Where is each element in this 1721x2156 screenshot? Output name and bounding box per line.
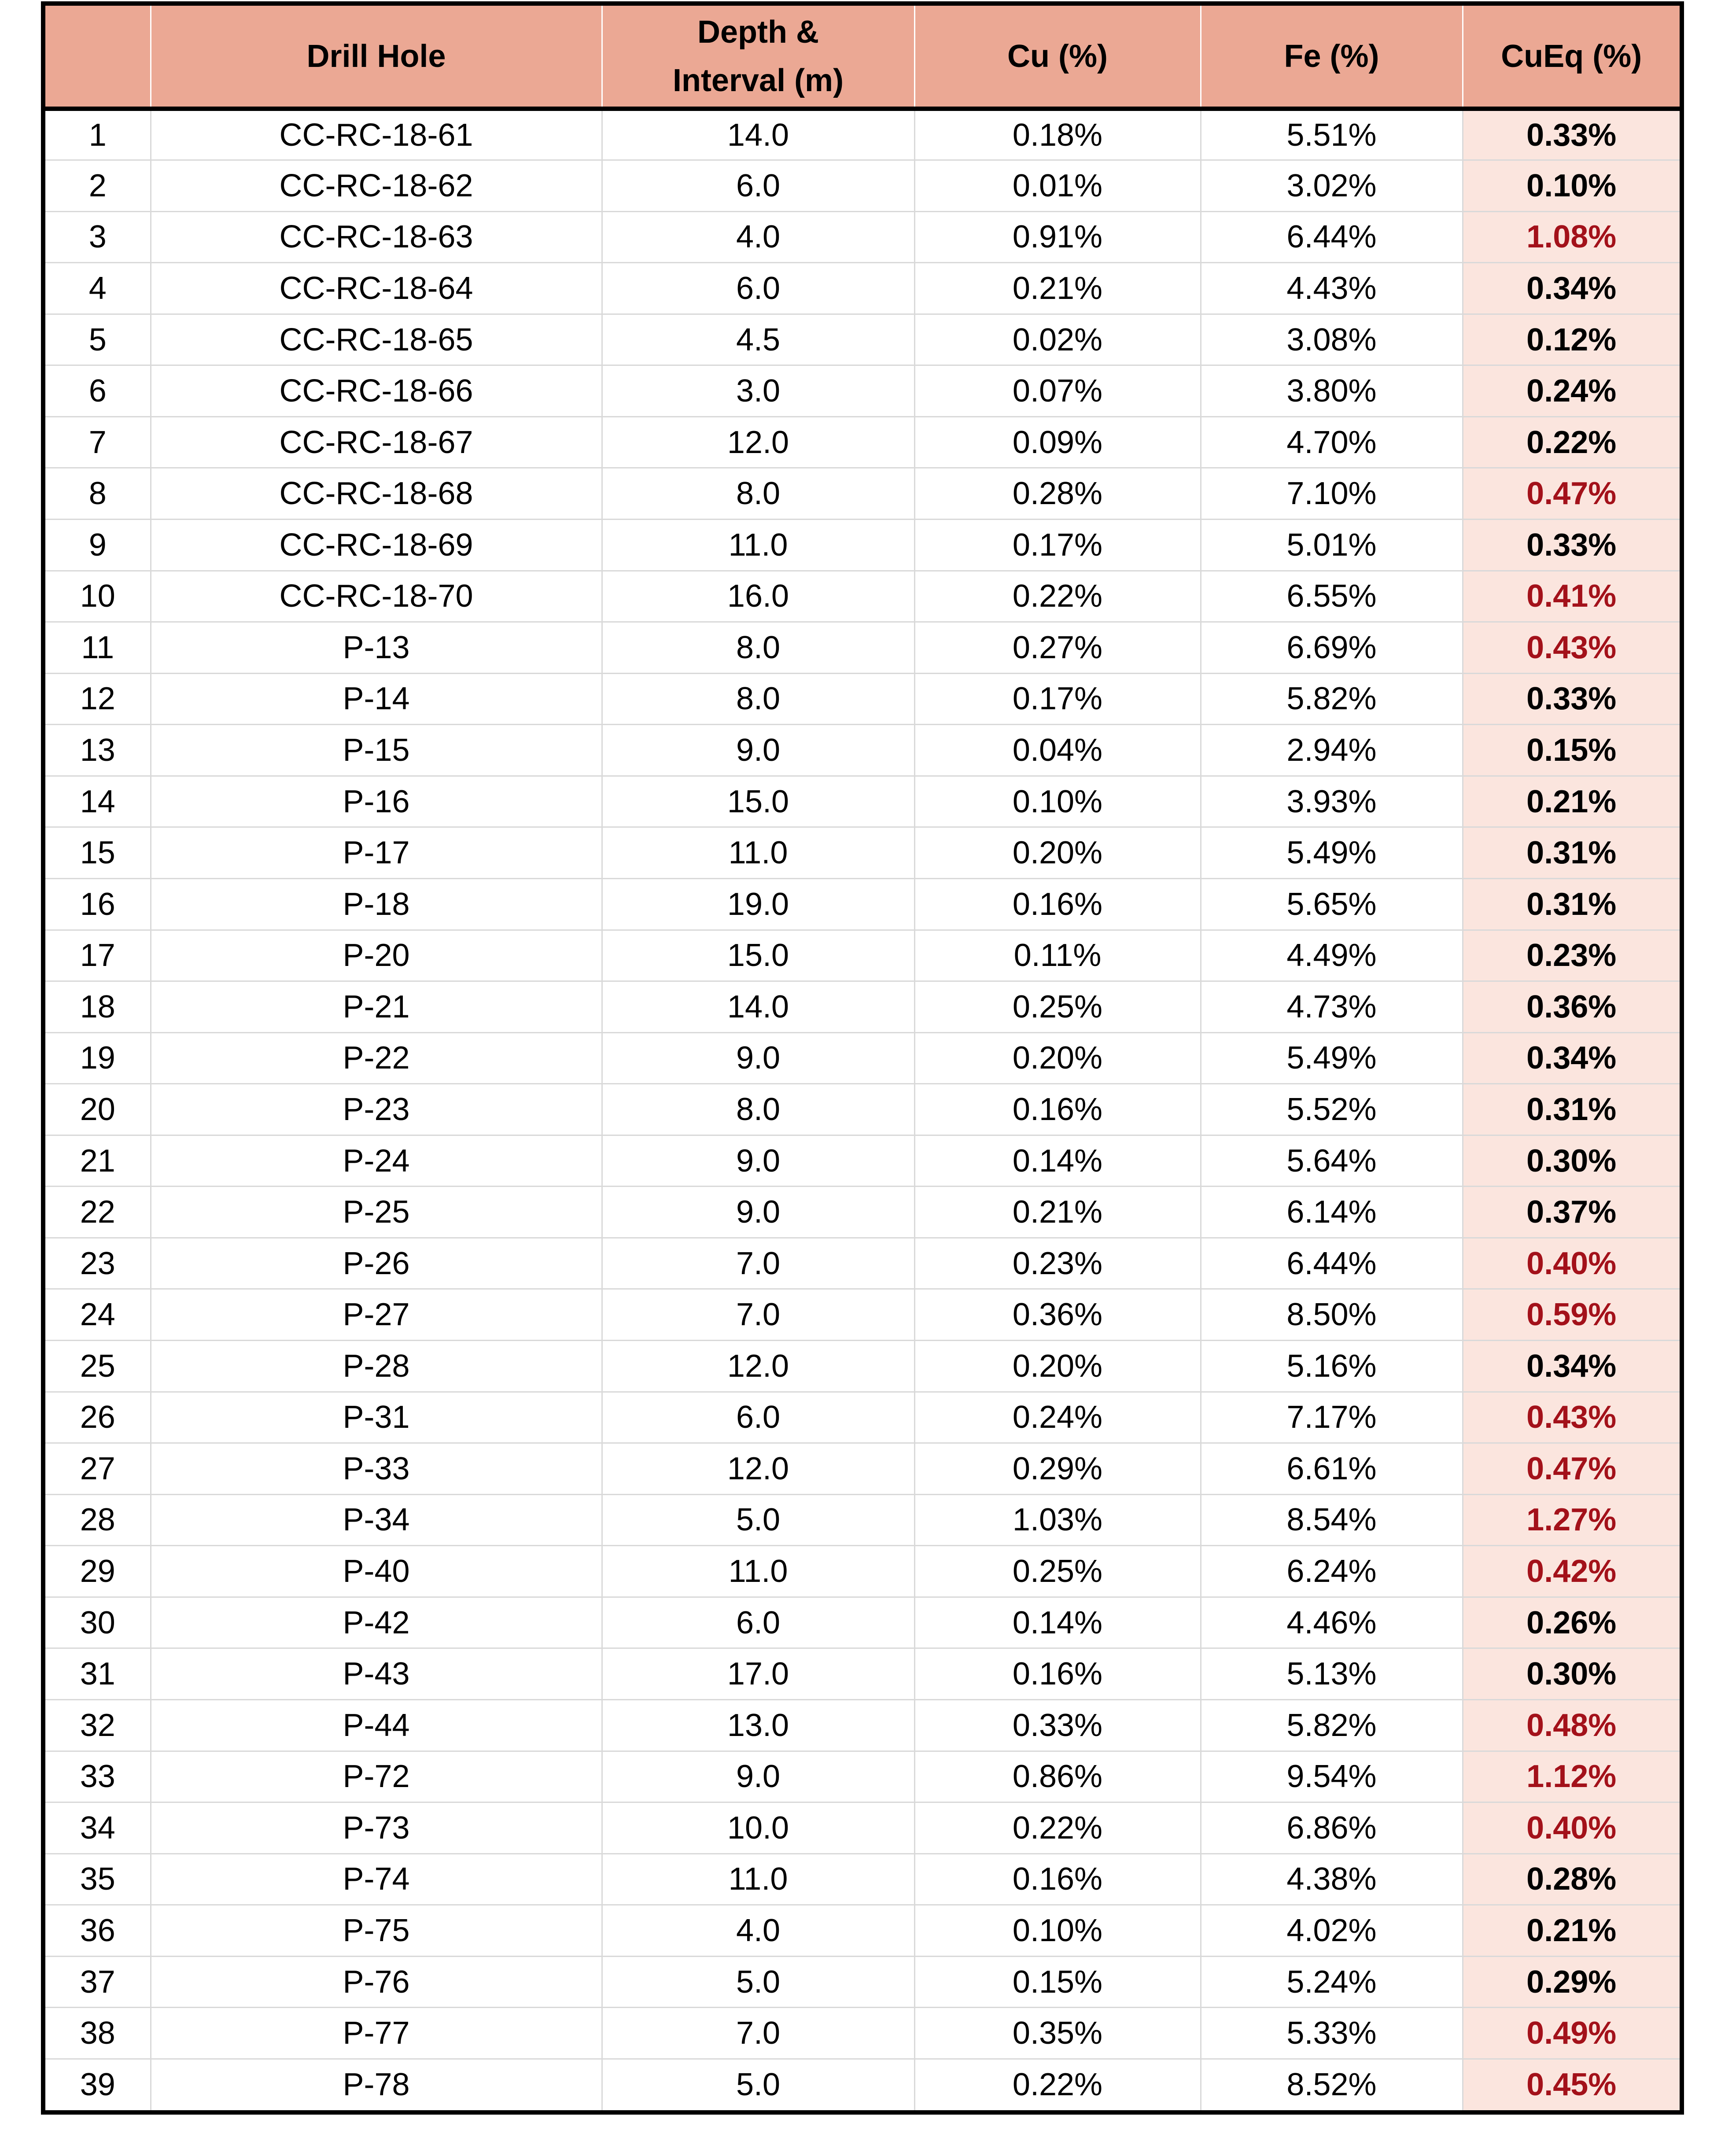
- header-depth-interval: [602, 6, 914, 109]
- cu-cell: 0.22%: [914, 571, 1201, 622]
- cueq-cell: 0.22%: [1463, 416, 1680, 468]
- fe-cell: 5.33%: [1201, 2008, 1463, 2059]
- cu-cell: 0.14%: [914, 1597, 1201, 1648]
- header-cueq: CuEq (%): [1463, 6, 1680, 109]
- row-number-cell: 17: [45, 930, 151, 981]
- row-number-cell: 15: [45, 827, 151, 879]
- drill-hole-cell: CC-RC-18-69: [151, 520, 602, 571]
- cu-cell: 0.27%: [914, 622, 1201, 674]
- row-number-cell: 38: [45, 2008, 151, 2059]
- cu-cell: 0.22%: [914, 1802, 1201, 1854]
- table-row: [45, 1751, 1680, 1802]
- cu-cell: 0.14%: [914, 1135, 1201, 1187]
- drill-hole-cell: P-40: [151, 1546, 602, 1597]
- table-row: [45, 1187, 1680, 1238]
- depth-cell: 6.0: [602, 1392, 914, 1443]
- cueq-cell: 0.28%: [1463, 1854, 1680, 1905]
- depth-cell: 7.0: [602, 1289, 914, 1341]
- depth-cell: 7.0: [602, 2008, 914, 2059]
- drill-hole-cell: P-42: [151, 1597, 602, 1648]
- depth-cell: 19.0: [602, 878, 914, 930]
- table-row: [45, 725, 1680, 776]
- cueq-cell: 0.40%: [1463, 1238, 1680, 1289]
- row-number-cell: 27: [45, 1443, 151, 1495]
- cu-cell: 0.16%: [914, 1084, 1201, 1135]
- table-body: [45, 109, 1680, 2110]
- row-number-cell: 20: [45, 1084, 151, 1135]
- cueq-cell: 0.40%: [1463, 1802, 1680, 1854]
- table-row: [45, 2059, 1680, 2110]
- cueq-cell: 1.12%: [1463, 1751, 1680, 1802]
- table-row: [45, 673, 1680, 725]
- drill-hole-cell: P-24: [151, 1135, 602, 1187]
- cueq-cell: 0.30%: [1463, 1648, 1680, 1700]
- fe-cell: 5.82%: [1201, 1699, 1463, 1751]
- drill-hole-cell: CC-RC-18-63: [151, 211, 602, 263]
- row-number-cell: 1: [88, 118, 107, 153]
- table-row: [45, 571, 1680, 622]
- row-number-cell: 32: [45, 1699, 151, 1751]
- row-number-cell: 11: [45, 622, 151, 674]
- row-number-cell: 10: [45, 571, 151, 622]
- fe-cell: 5.52%: [1201, 1084, 1463, 1135]
- cu-cell: 0.07%: [914, 365, 1201, 417]
- table-row: [45, 468, 1680, 520]
- cueq-cell: 0.12%: [1463, 314, 1680, 365]
- depth-cell: 14.0: [602, 981, 914, 1033]
- cueq-cell: 0.31%: [1463, 1084, 1680, 1135]
- cueq-cell: 0.59%: [1463, 1289, 1680, 1341]
- row-number-cell: 23: [45, 1238, 151, 1289]
- row-number-cell: 13: [45, 725, 151, 776]
- depth-cell: 6.0: [602, 1597, 914, 1648]
- cueq-cell: 1.08%: [1463, 211, 1680, 263]
- cueq-cell: 0.10%: [1463, 160, 1680, 212]
- row-number-cell: 29: [45, 1546, 151, 1597]
- fe-cell: 3.80%: [1201, 365, 1463, 417]
- depth-cell: 12.0: [602, 416, 914, 468]
- header-depth-line2: Interval (m): [672, 63, 844, 98]
- cu-cell: 0.17%: [914, 520, 1201, 571]
- cu-cell: 0.04%: [914, 725, 1201, 776]
- row-number-cell: 24: [45, 1289, 151, 1341]
- depth-cell: 9.0: [602, 1032, 914, 1084]
- row-number-cell: 3: [45, 211, 151, 263]
- drill-hole-cell: CC-RC-18-68: [151, 468, 602, 520]
- cueq-cell: 0.21%: [1463, 1905, 1680, 1957]
- drill-hole-cell: CC-RC-18-65: [151, 314, 602, 365]
- cueq-cell: 0.42%: [1463, 1546, 1680, 1597]
- drill-hole-cell: P-18: [151, 878, 602, 930]
- depth-cell: 11.0: [602, 1854, 914, 1905]
- depth-cell: 10.0: [602, 1802, 914, 1854]
- depth-cell: 8.0: [602, 622, 914, 674]
- table-row: [45, 1392, 1680, 1443]
- row-number-cell: 26: [45, 1392, 151, 1443]
- table-row: [45, 1597, 1680, 1648]
- row-number-cell: 16: [45, 878, 151, 930]
- fe-cell: 8.52%: [1201, 2059, 1463, 2110]
- fe-cell: 6.61%: [1201, 1443, 1463, 1495]
- depth-cell: 5.0: [602, 2059, 914, 2110]
- cueq-cell: 0.15%: [1463, 725, 1680, 776]
- row-number-cell: 19: [45, 1032, 151, 1084]
- table-row: [45, 1289, 1680, 1341]
- fe-cell: 4.46%: [1201, 1597, 1463, 1648]
- depth-cell: 3.0: [602, 365, 914, 417]
- row-number-cell: 37: [45, 1956, 151, 2008]
- cueq-cell: 0.26%: [1463, 1597, 1680, 1648]
- row-number-cell: 9: [45, 520, 151, 571]
- cueq-cell: 0.21%: [1463, 776, 1680, 827]
- cu-cell: 0.36%: [914, 1289, 1201, 1341]
- depth-cell: 15.0: [602, 776, 914, 827]
- cueq-cell: 0.23%: [1463, 930, 1680, 981]
- row-number-cell: 5: [45, 314, 151, 365]
- fe-cell: 4.02%: [1201, 1905, 1463, 1957]
- drill-hole-cell: P-77: [151, 2008, 602, 2059]
- depth-cell: 14.0: [602, 109, 914, 160]
- cu-cell: 0.18%: [914, 109, 1201, 160]
- fe-cell: 7.10%: [1201, 468, 1463, 520]
- cu-cell: 0.01%: [914, 160, 1201, 212]
- table-row: [45, 1238, 1680, 1289]
- depth-cell: 9.0: [602, 1187, 914, 1238]
- drill-hole-cell: P-13: [151, 622, 602, 674]
- depth-cell: 11.0: [602, 520, 914, 571]
- header-depth-line1: Depth &: [697, 14, 819, 50]
- fe-cell: 5.49%: [1201, 1032, 1463, 1084]
- cu-cell: 0.16%: [914, 1648, 1201, 1700]
- fe-cell: 8.54%: [1201, 1494, 1463, 1546]
- fe-cell: 5.01%: [1201, 520, 1463, 571]
- cueq-cell: 0.47%: [1463, 1443, 1680, 1495]
- cu-cell: 0.20%: [914, 1032, 1201, 1084]
- depth-cell: 16.0: [602, 571, 914, 622]
- cu-cell: 0.86%: [914, 1751, 1201, 1802]
- depth-cell: 12.0: [602, 1341, 914, 1392]
- cu-cell: 0.16%: [914, 878, 1201, 930]
- drill-hole-cell: P-43: [151, 1648, 602, 1700]
- cueq-cell: 0.24%: [1463, 365, 1680, 417]
- depth-cell: 13.0: [602, 1699, 914, 1751]
- table-row: [45, 930, 1680, 981]
- fe-cell: 4.38%: [1201, 1854, 1463, 1905]
- table-row: [45, 1494, 1680, 1546]
- depth-cell: 8.0: [602, 673, 914, 725]
- depth-cell: 6.0: [602, 160, 914, 212]
- table-row: [45, 211, 1680, 263]
- table-row: [45, 1648, 1680, 1700]
- drill-hole-cell: P-28: [151, 1341, 602, 1392]
- table-row: [45, 416, 1680, 468]
- table-header: [45, 6, 1680, 109]
- header-fe: Fe (%): [1201, 6, 1463, 109]
- cu-cell: 0.25%: [914, 981, 1201, 1033]
- drill-hole-cell: CC-RC-18-66: [151, 365, 602, 417]
- row-number-cell: 22: [45, 1187, 151, 1238]
- cu-cell: 0.11%: [914, 930, 1201, 981]
- fe-cell: 4.49%: [1201, 930, 1463, 981]
- drill-hole-cell: CC-RC-18-64: [151, 263, 602, 314]
- cu-cell: 0.29%: [914, 1443, 1201, 1495]
- fe-cell: 3.08%: [1201, 314, 1463, 365]
- fe-cell: 6.14%: [1201, 1187, 1463, 1238]
- cu-cell: 0.09%: [914, 416, 1201, 468]
- header-drill-hole: Drill Hole: [151, 6, 602, 109]
- cueq-cell: 0.31%: [1463, 878, 1680, 930]
- drill-hole-cell: P-14: [151, 673, 602, 725]
- fe-cell: 6.69%: [1201, 622, 1463, 674]
- fe-cell: 6.44%: [1201, 1238, 1463, 1289]
- fe-cell: 5.13%: [1201, 1648, 1463, 1700]
- table-row: [45, 263, 1680, 314]
- cu-cell: 0.10%: [914, 776, 1201, 827]
- depth-cell: 17.0: [602, 1648, 914, 1700]
- table-row: [45, 1854, 1680, 1905]
- cueq-cell: 0.47%: [1463, 468, 1680, 520]
- cueq-cell: 0.33%: [1463, 109, 1680, 160]
- fe-cell: 6.24%: [1201, 1546, 1463, 1597]
- cu-cell: 0.02%: [914, 314, 1201, 365]
- row-number-cell: 2: [45, 160, 151, 212]
- cueq-cell: 0.36%: [1463, 981, 1680, 1033]
- fe-cell: 4.43%: [1201, 263, 1463, 314]
- depth-cell: 5.0: [602, 1956, 914, 2008]
- table-row: [45, 1905, 1680, 1957]
- cueq-cell: 0.43%: [1463, 1392, 1680, 1443]
- drill-results-table: [45, 6, 1680, 2110]
- depth-cell: 5.0: [602, 1494, 914, 1546]
- drill-hole-cell: P-26: [151, 1238, 602, 1289]
- cueq-cell: 0.48%: [1463, 1699, 1680, 1751]
- table-row: [45, 981, 1680, 1033]
- cu-cell: 0.33%: [914, 1699, 1201, 1751]
- fe-cell: 6.44%: [1201, 211, 1463, 263]
- row-number-cell: 30: [45, 1597, 151, 1648]
- fe-cell: 6.55%: [1201, 571, 1463, 622]
- cu-cell: 0.24%: [914, 1392, 1201, 1443]
- row-number-cell: 25: [45, 1341, 151, 1392]
- cu-cell: 0.23%: [914, 1238, 1201, 1289]
- table-row: [45, 1546, 1680, 1597]
- fe-cell: 7.17%: [1201, 1392, 1463, 1443]
- header-row-number: [45, 6, 151, 109]
- row-number-cell: 33: [45, 1751, 151, 1802]
- cueq-cell: 0.45%: [1463, 2059, 1680, 2110]
- row-number-cell: 21: [45, 1135, 151, 1187]
- cueq-cell: 0.30%: [1463, 1135, 1680, 1187]
- row-number-cell: 8: [45, 468, 151, 520]
- drill-hole-cell: CC-RC-18-70: [151, 571, 602, 622]
- depth-cell: 12.0: [602, 1443, 914, 1495]
- drill-hole-cell: P-76: [151, 1956, 602, 2008]
- cueq-cell: 0.41%: [1463, 571, 1680, 622]
- table-row: [45, 1699, 1680, 1751]
- fe-cell: 5.82%: [1201, 673, 1463, 725]
- fe-cell: 4.70%: [1201, 416, 1463, 468]
- cu-cell: 0.21%: [914, 263, 1201, 314]
- fe-cell: 5.24%: [1201, 1956, 1463, 2008]
- drill-hole-cell: P-73: [151, 1802, 602, 1854]
- cu-cell: 0.22%: [914, 2059, 1201, 2110]
- cu-cell: 0.17%: [914, 673, 1201, 725]
- drill-hole-cell: P-75: [151, 1905, 602, 1957]
- table-row: [45, 1956, 1680, 2008]
- drill-hole-cell: P-17: [151, 827, 602, 879]
- drill-hole-cell: P-78: [151, 2059, 602, 2110]
- cueq-cell: 0.34%: [1463, 263, 1680, 314]
- table-row: [45, 1443, 1680, 1495]
- drill-hole-cell: P-21: [151, 981, 602, 1033]
- cueq-cell: 0.49%: [1463, 2008, 1680, 2059]
- depth-cell: 4.5: [602, 314, 914, 365]
- depth-cell: 9.0: [602, 1135, 914, 1187]
- cu-cell: 0.35%: [914, 2008, 1201, 2059]
- cu-cell: 0.16%: [914, 1854, 1201, 1905]
- drill-hole-cell: P-31: [151, 1392, 602, 1443]
- row-number-cell: 39: [45, 2059, 151, 2110]
- cueq-cell: 0.31%: [1463, 827, 1680, 879]
- drill-hole-cell: CC-RC-18-62: [151, 160, 602, 212]
- table-row: [45, 1084, 1680, 1135]
- depth-cell: 11.0: [602, 1546, 914, 1597]
- table-row: [45, 878, 1680, 930]
- drill-hole-cell: P-34: [151, 1494, 602, 1546]
- cu-cell: 0.21%: [914, 1187, 1201, 1238]
- table-row: [45, 1802, 1680, 1854]
- row-number-cell: 6: [45, 365, 151, 417]
- header-row: [45, 6, 1680, 109]
- drill-hole-cell: P-72: [151, 1751, 602, 1802]
- depth-cell: 8.0: [602, 468, 914, 520]
- table-row: [45, 2008, 1680, 2059]
- depth-cell: 4.0: [602, 211, 914, 263]
- row-number-cell: 35: [45, 1854, 151, 1905]
- drill-hole-cell: CC-RC-18-67: [151, 416, 602, 468]
- drill-hole-cell: CC-RC-18-61: [151, 109, 602, 160]
- fe-cell: 5.16%: [1201, 1341, 1463, 1392]
- depth-cell: 9.0: [602, 1751, 914, 1802]
- table-row: [45, 622, 1680, 674]
- depth-cell: 7.0: [602, 1238, 914, 1289]
- drill-hole-cell: P-33: [151, 1443, 602, 1495]
- drill-hole-cell: P-20: [151, 930, 602, 981]
- fe-cell: 5.65%: [1201, 878, 1463, 930]
- row-number-cell: 18: [45, 981, 151, 1033]
- fe-cell: 8.50%: [1201, 1289, 1463, 1341]
- fe-cell: 9.54%: [1201, 1751, 1463, 1802]
- cueq-cell: 0.33%: [1463, 673, 1680, 725]
- cu-cell: 0.10%: [914, 1905, 1201, 1957]
- drill-hole-cell: P-15: [151, 725, 602, 776]
- cueq-cell: 0.37%: [1463, 1187, 1680, 1238]
- depth-cell: 9.0: [602, 725, 914, 776]
- row-number-cell: 4: [45, 263, 151, 314]
- drill-hole-cell: P-74: [151, 1854, 602, 1905]
- depth-cell: 11.0: [602, 827, 914, 879]
- cueq-cell: 0.34%: [1463, 1032, 1680, 1084]
- cu-cell: 0.28%: [914, 468, 1201, 520]
- row-number-cell: 36: [45, 1905, 151, 1957]
- cu-cell: 0.25%: [914, 1546, 1201, 1597]
- table-row: [45, 160, 1680, 212]
- cueq-cell: 0.34%: [1463, 1341, 1680, 1392]
- fe-cell: 3.02%: [1201, 160, 1463, 212]
- depth-cell: 8.0: [602, 1084, 914, 1135]
- table-row: [45, 365, 1680, 417]
- fe-cell: 5.51%: [1201, 109, 1463, 160]
- table-row: [45, 776, 1680, 827]
- fe-cell: 5.64%: [1201, 1135, 1463, 1187]
- cu-cell: 0.20%: [914, 1341, 1201, 1392]
- cueq-cell: 0.29%: [1463, 1956, 1680, 2008]
- drill-hole-cell: P-25: [151, 1187, 602, 1238]
- drill-hole-cell: P-23: [151, 1084, 602, 1135]
- fe-cell: 5.49%: [1201, 827, 1463, 879]
- cueq-cell: 0.43%: [1463, 622, 1680, 674]
- row-number-cell: 14: [45, 776, 151, 827]
- table-row: [45, 1341, 1680, 1392]
- cu-cell: 1.03%: [914, 1494, 1201, 1546]
- row-number-cell: 31: [45, 1648, 151, 1700]
- table-row: [45, 314, 1680, 365]
- drill-hole-cell: P-22: [151, 1032, 602, 1084]
- fe-cell: 6.86%: [1201, 1802, 1463, 1854]
- cu-cell: 0.91%: [914, 211, 1201, 263]
- drill-hole-cell: P-27: [151, 1289, 602, 1341]
- depth-cell: 6.0: [602, 263, 914, 314]
- table-row: [45, 109, 1680, 160]
- table-row: [45, 1135, 1680, 1187]
- drill-results-table-frame: [41, 1, 1684, 2115]
- table-row: [45, 1032, 1680, 1084]
- table-row: [45, 827, 1680, 879]
- row-number-cell: 28: [45, 1494, 151, 1546]
- drill-hole-cell: P-16: [151, 776, 602, 827]
- depth-cell: 4.0: [602, 1905, 914, 1957]
- cueq-cell: 0.33%: [1463, 520, 1680, 571]
- cueq-cell: 1.27%: [1463, 1494, 1680, 1546]
- depth-cell: 15.0: [602, 930, 914, 981]
- cu-cell: 0.15%: [914, 1956, 1201, 2008]
- cu-cell: 0.20%: [914, 827, 1201, 879]
- row-number-cell: 34: [45, 1802, 151, 1854]
- fe-cell: 4.73%: [1201, 981, 1463, 1033]
- header-cu: Cu (%): [914, 6, 1201, 109]
- table-row: [45, 520, 1680, 571]
- fe-cell: 2.94%: [1201, 725, 1463, 776]
- row-number-cell: 12: [45, 673, 151, 725]
- drill-hole-cell: P-44: [151, 1699, 602, 1751]
- row-number-cell: 7: [45, 416, 151, 468]
- fe-cell: 3.93%: [1201, 776, 1463, 827]
